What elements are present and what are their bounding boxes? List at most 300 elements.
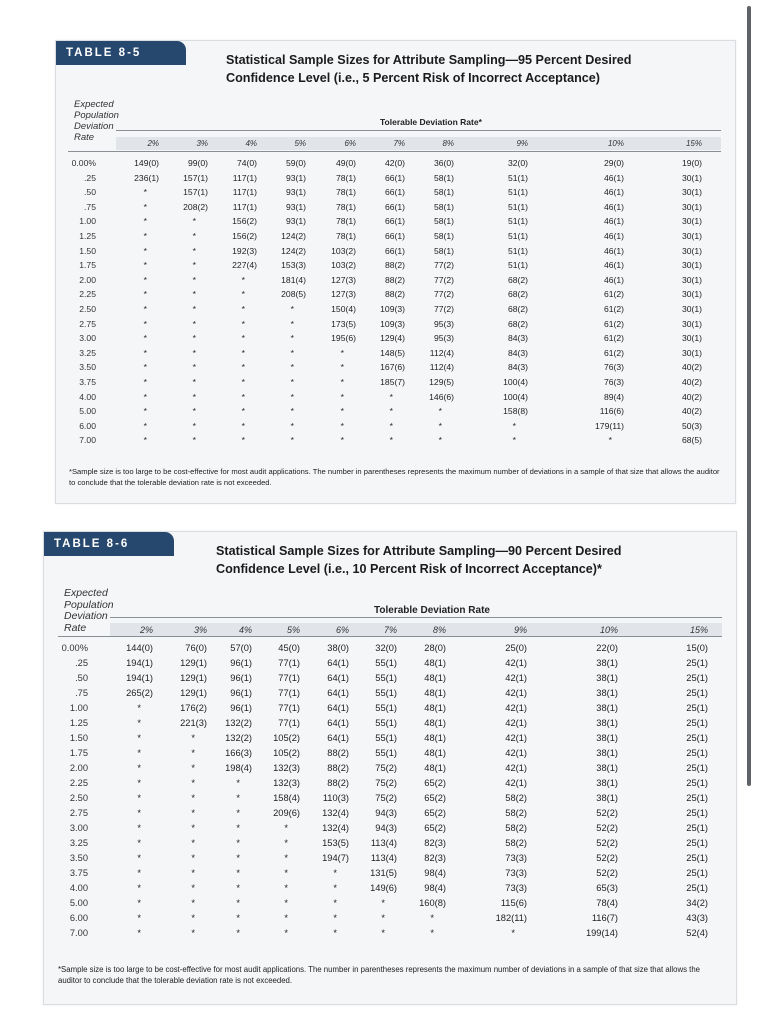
row-rate-label: 3.50 bbox=[79, 362, 96, 373]
sample-size-cell: 55(1) bbox=[375, 673, 397, 683]
sample-size-cell: * bbox=[290, 420, 294, 431]
sample-size-cell: 48(1) bbox=[424, 688, 446, 698]
sample-size-cell: 55(1) bbox=[375, 658, 397, 668]
sample-size-cell: 51(1) bbox=[507, 201, 528, 212]
sample-size-cell: 55(1) bbox=[375, 688, 397, 698]
sample-size-cell: * bbox=[236, 808, 240, 818]
sample-size-cell: * bbox=[290, 435, 294, 446]
header-divider bbox=[58, 636, 722, 637]
sample-size-cell: * bbox=[389, 406, 393, 417]
row-rate-label: 3.25 bbox=[69, 838, 88, 848]
row-rate-label: .75 bbox=[84, 201, 96, 212]
row-rate-label: 1.00 bbox=[79, 216, 96, 227]
sample-size-cell: * bbox=[143, 187, 147, 198]
sample-size-cell: 38(1) bbox=[596, 748, 618, 758]
sample-size-cell: * bbox=[333, 883, 337, 893]
table-title bbox=[216, 542, 621, 578]
sample-size-cell: 93(1) bbox=[285, 172, 306, 183]
sample-size-cell: 58(1) bbox=[433, 216, 454, 227]
sample-size-cell: 30(1) bbox=[681, 304, 702, 314]
table-title-line-2: Confidence Level (i.e., 5 Percent Risk of Incorrect Acceptance) bbox=[226, 71, 600, 85]
row-rate-label: 0.00% bbox=[71, 158, 96, 168]
sample-size-cell: * bbox=[137, 928, 141, 938]
sample-size-cell: 112(4) bbox=[429, 347, 454, 358]
rate-column-header: 2% bbox=[139, 625, 153, 635]
sample-size-cell: 77(2) bbox=[433, 274, 454, 285]
sample-size-cell: * bbox=[389, 420, 393, 431]
sample-size-cell: * bbox=[290, 377, 294, 387]
sample-size-cell: * bbox=[191, 898, 195, 908]
row-rate-label: 4.00 bbox=[79, 391, 96, 402]
sample-size-cell: * bbox=[191, 808, 195, 818]
table-tag: TABLE 8-6 bbox=[44, 532, 174, 556]
rate-column-header: 6% bbox=[335, 625, 349, 635]
header-divider bbox=[110, 617, 722, 618]
row-rate-label: .75 bbox=[75, 688, 88, 698]
sample-size-cell: 40(2) bbox=[681, 377, 702, 387]
sample-size-cell: * bbox=[333, 928, 337, 938]
sample-size-cell: 132(4) bbox=[322, 823, 349, 833]
sample-size-cell: * bbox=[143, 377, 147, 387]
sample-size-cell: 55(1) bbox=[375, 703, 397, 713]
sample-size-cell: 93(1) bbox=[285, 187, 306, 198]
sample-size-cell: 25(1) bbox=[686, 658, 708, 668]
sample-size-cell: 75(2) bbox=[375, 778, 397, 788]
sample-size-cell: 30(1) bbox=[681, 216, 702, 227]
sample-size-cell: 46(1) bbox=[603, 216, 624, 227]
sample-size-cell: 22(0) bbox=[596, 643, 618, 653]
sample-size-cell: 116(6) bbox=[599, 406, 624, 417]
sample-size-cell: 58(2) bbox=[505, 823, 527, 833]
sample-size-cell: * bbox=[438, 420, 442, 431]
sample-size-cell: * bbox=[137, 793, 141, 803]
sample-size-cell: 76(3) bbox=[603, 377, 624, 387]
sample-size-cell: 84(3) bbox=[507, 362, 528, 373]
sample-size-cell: 55(1) bbox=[375, 733, 397, 743]
vertical-scrollbar[interactable] bbox=[747, 6, 751, 786]
sample-size-cell: 51(1) bbox=[507, 216, 528, 227]
sample-size-cell: 42(1) bbox=[505, 763, 527, 773]
sample-size-cell: 132(2) bbox=[225, 733, 252, 743]
sample-size-cell: * bbox=[236, 913, 240, 923]
row-rate-label: 0.00% bbox=[61, 643, 88, 653]
row-rate-label: 2.75 bbox=[69, 808, 88, 818]
sample-size-cell: 109(3) bbox=[380, 304, 405, 314]
sample-size-cell: 99(0) bbox=[187, 158, 208, 168]
sample-size-cell: * bbox=[290, 347, 294, 358]
sample-size-cell: * bbox=[191, 733, 195, 743]
sample-size-cell: * bbox=[389, 391, 393, 402]
sample-size-cell: 48(1) bbox=[424, 673, 446, 683]
sample-size-cell: * bbox=[290, 391, 294, 402]
sample-size-cell: 32(0) bbox=[375, 643, 397, 653]
table-title-line-1: Statistical Sample Sizes for Attribute Sampling—90 Percent Desired bbox=[216, 544, 622, 558]
header-divider bbox=[68, 151, 721, 152]
sample-size-cell: * bbox=[333, 898, 337, 908]
sample-size-cell: * bbox=[137, 808, 141, 818]
sample-size-cell: 25(1) bbox=[686, 748, 708, 758]
sample-size-cell: 117(1) bbox=[232, 201, 257, 212]
sample-size-cell: 82(3) bbox=[424, 838, 446, 848]
sample-size-cell: 51(1) bbox=[507, 187, 528, 198]
sample-size-cell: 45(0) bbox=[278, 643, 300, 653]
sample-size-cell: 88(2) bbox=[327, 748, 349, 758]
sample-size-cell: * bbox=[241, 391, 245, 402]
sample-size-cell: * bbox=[137, 838, 141, 848]
sample-size-cell: * bbox=[236, 823, 240, 833]
sample-size-cell: * bbox=[290, 362, 294, 373]
sample-size-cell: * bbox=[143, 318, 147, 329]
sample-size-cell: 68(5) bbox=[681, 435, 702, 446]
sample-size-cell: 182(11) bbox=[495, 913, 527, 923]
sample-size-cell: 88(2) bbox=[327, 763, 349, 773]
sample-size-cell: 25(1) bbox=[686, 703, 708, 713]
sample-size-cell: 124(2) bbox=[281, 231, 306, 241]
sample-size-cell: 160(8) bbox=[419, 898, 446, 908]
rate-column-header: 10% bbox=[599, 625, 618, 635]
sample-size-cell: 25(1) bbox=[686, 673, 708, 683]
sample-size-cell: 185(7) bbox=[380, 377, 405, 387]
sample-size-cell: 88(2) bbox=[384, 289, 405, 300]
sample-size-cell: * bbox=[137, 868, 141, 878]
row-rate-label: 3.00 bbox=[79, 333, 96, 344]
sample-size-cell: 42(1) bbox=[505, 658, 527, 668]
sample-size-cell: 42(1) bbox=[505, 718, 527, 728]
sample-size-cell: * bbox=[137, 703, 141, 713]
sample-size-cell: 52(2) bbox=[596, 868, 618, 878]
sample-size-cell: 58(1) bbox=[433, 245, 454, 256]
sample-size-cell: 34(2) bbox=[686, 898, 708, 908]
sample-size-cell: 38(1) bbox=[596, 673, 618, 683]
sample-size-cell: 25(1) bbox=[686, 883, 708, 893]
sample-size-cell: 236(1) bbox=[134, 172, 159, 183]
sample-size-cell: * bbox=[236, 928, 240, 938]
rate-column-header: 2% bbox=[147, 139, 159, 148]
sample-size-cell: * bbox=[236, 778, 240, 788]
row-rate-label: .50 bbox=[84, 187, 96, 198]
sample-size-cell: * bbox=[290, 304, 294, 314]
sample-size-cell: 95(3) bbox=[433, 333, 454, 344]
sample-size-cell: * bbox=[290, 318, 294, 329]
sample-size-cell: 51(1) bbox=[507, 231, 528, 241]
sample-size-cell: 132(3) bbox=[273, 763, 300, 773]
sample-size-cell: 46(1) bbox=[603, 260, 624, 271]
sample-size-cell: 58(2) bbox=[505, 838, 527, 848]
sample-size-cell: 158(4) bbox=[273, 793, 300, 803]
sample-size-cell: * bbox=[340, 420, 344, 431]
sample-size-cell: 96(1) bbox=[230, 673, 252, 683]
sample-size-cell: 51(1) bbox=[507, 172, 528, 183]
sample-size-cell: 181(4) bbox=[281, 274, 306, 285]
sample-size-cell: * bbox=[333, 913, 337, 923]
sample-size-cell: 76(0) bbox=[185, 643, 207, 653]
sample-size-cell: 25(1) bbox=[686, 808, 708, 818]
sample-size-cell: 66(1) bbox=[384, 201, 405, 212]
sample-size-cell: 77(2) bbox=[433, 304, 454, 314]
sample-size-cell: 58(1) bbox=[433, 187, 454, 198]
sample-size-cell: 30(1) bbox=[681, 201, 702, 212]
sample-size-cell: 198(4) bbox=[225, 763, 252, 773]
sample-size-cell: * bbox=[143, 347, 147, 358]
sample-size-cell: * bbox=[192, 406, 196, 417]
sample-size-cell: * bbox=[143, 406, 147, 417]
rate-column-header: 10% bbox=[607, 139, 624, 148]
sample-size-cell: 40(2) bbox=[681, 362, 702, 373]
sample-size-cell: 38(0) bbox=[327, 643, 349, 653]
sample-size-cell: * bbox=[340, 362, 344, 373]
sample-size-cell: 52(2) bbox=[596, 853, 618, 863]
sample-size-cell: * bbox=[192, 304, 196, 314]
sample-size-cell: 194(1) bbox=[126, 673, 153, 683]
sample-size-cell: 195(6) bbox=[331, 333, 356, 344]
sample-size-cell: 61(2) bbox=[603, 347, 624, 358]
sample-size-cell: * bbox=[191, 868, 195, 878]
sample-size-cell: 42(0) bbox=[384, 158, 405, 168]
sample-size-cell: 65(2) bbox=[424, 793, 446, 803]
sample-size-cell: 75(2) bbox=[375, 793, 397, 803]
sample-size-cell: * bbox=[290, 406, 294, 417]
sample-size-cell: 66(1) bbox=[384, 231, 405, 241]
sample-size-cell: 73(3) bbox=[505, 868, 527, 878]
rate-column-header: 3% bbox=[193, 625, 207, 635]
sample-size-cell: * bbox=[192, 274, 196, 285]
sample-size-cell: * bbox=[191, 778, 195, 788]
sample-size-cell: 57(0) bbox=[230, 643, 252, 653]
sample-size-cell: 156(2) bbox=[232, 216, 257, 227]
sample-size-cell: 77(1) bbox=[278, 688, 300, 698]
sample-size-cell: 78(1) bbox=[335, 172, 356, 183]
sample-size-cell: * bbox=[511, 928, 515, 938]
sample-size-cell: 65(3) bbox=[596, 883, 618, 893]
sample-size-cell: * bbox=[192, 216, 196, 227]
sample-size-cell: 38(1) bbox=[596, 778, 618, 788]
rate-column-header: 3% bbox=[196, 139, 208, 148]
row-rate-label: 2.00 bbox=[69, 763, 88, 773]
row-rate-label: 2.25 bbox=[69, 778, 88, 788]
sample-size-cell: 75(2) bbox=[375, 763, 397, 773]
sample-size-cell: 105(2) bbox=[273, 748, 300, 758]
sample-size-cell: 192(3) bbox=[232, 245, 257, 256]
sample-size-cell: 58(1) bbox=[433, 201, 454, 212]
header-divider bbox=[116, 130, 721, 131]
sample-size-cell: 156(2) bbox=[232, 231, 257, 241]
rate-column-header: 8% bbox=[442, 139, 454, 148]
sample-size-cell: 84(3) bbox=[507, 333, 528, 344]
sample-size-cell: * bbox=[241, 362, 245, 373]
sample-size-cell: 199(14) bbox=[585, 928, 618, 938]
sample-size-cell: 94(3) bbox=[375, 808, 397, 818]
row-rate-label: .50 bbox=[75, 673, 88, 683]
sample-size-cell: 149(0) bbox=[134, 158, 159, 168]
sample-size-cell: 157(1) bbox=[183, 187, 208, 198]
sample-size-cell: 78(1) bbox=[335, 216, 356, 227]
sample-size-cell: 65(2) bbox=[424, 778, 446, 788]
sample-size-cell: 42(1) bbox=[505, 733, 527, 743]
sample-size-cell: * bbox=[333, 868, 337, 878]
sample-size-cell: * bbox=[192, 347, 196, 358]
sample-size-cell: 129(5) bbox=[429, 377, 454, 387]
table-8-5-panel bbox=[55, 40, 736, 504]
sample-size-cell: 32(0) bbox=[507, 158, 528, 168]
row-rate-label: 2.75 bbox=[79, 318, 96, 329]
epd-line: Population bbox=[64, 598, 114, 611]
sample-size-cell: 48(1) bbox=[424, 718, 446, 728]
sample-size-cell: * bbox=[192, 420, 196, 431]
sample-size-cell: 84(3) bbox=[507, 347, 528, 358]
sample-size-cell: 28(0) bbox=[424, 643, 446, 653]
row-rate-label: 3.75 bbox=[79, 377, 96, 387]
sample-size-cell: * bbox=[381, 913, 385, 923]
sample-size-cell: 52(2) bbox=[596, 823, 618, 833]
sample-size-cell: 46(1) bbox=[603, 274, 624, 285]
sample-size-cell: 68(2) bbox=[507, 318, 528, 329]
sample-size-cell: 36(0) bbox=[433, 158, 454, 168]
sample-size-cell: 25(1) bbox=[686, 778, 708, 788]
sample-size-cell: 221(3) bbox=[180, 718, 207, 728]
sample-size-cell: 129(1) bbox=[180, 673, 207, 683]
sample-size-cell: 194(1) bbox=[126, 658, 153, 668]
sample-size-cell: * bbox=[389, 435, 393, 446]
sample-size-cell: * bbox=[241, 304, 245, 314]
sample-size-cell: 58(2) bbox=[505, 808, 527, 818]
sample-size-cell: 51(1) bbox=[507, 245, 528, 256]
row-rate-label: 4.00 bbox=[69, 883, 88, 893]
table-title-line-1: Statistical Sample Sizes for Attribute Sampling—95 Percent Desired bbox=[226, 53, 632, 67]
expected-population-deviation-rate-label bbox=[74, 99, 119, 143]
sample-size-cell: 29(0) bbox=[603, 158, 624, 168]
sample-size-cell: 42(1) bbox=[505, 673, 527, 683]
sample-size-cell: * bbox=[191, 748, 195, 758]
sample-size-cell: 64(1) bbox=[327, 703, 349, 713]
sample-size-cell: 48(1) bbox=[424, 733, 446, 743]
row-rate-label: 1.00 bbox=[69, 703, 88, 713]
sample-size-cell: * bbox=[284, 898, 288, 908]
table-8-6-panel bbox=[43, 531, 737, 1005]
sample-size-cell: 66(1) bbox=[384, 216, 405, 227]
row-rate-label: 1.50 bbox=[79, 245, 96, 256]
sample-size-cell: 46(1) bbox=[603, 245, 624, 256]
sample-size-cell: * bbox=[192, 391, 196, 402]
sample-size-cell: * bbox=[191, 763, 195, 773]
sample-size-cell: 42(1) bbox=[505, 688, 527, 698]
sample-size-cell: 209(6) bbox=[273, 808, 300, 818]
sample-size-cell: 30(1) bbox=[681, 289, 702, 300]
sample-size-cell: 148(5) bbox=[380, 347, 405, 358]
sample-size-cell: 96(1) bbox=[230, 703, 252, 713]
sample-size-cell: * bbox=[284, 853, 288, 863]
sample-size-cell: * bbox=[191, 913, 195, 923]
sample-size-cell: 66(1) bbox=[384, 245, 405, 256]
sample-size-cell: 64(1) bbox=[327, 688, 349, 698]
row-rate-label: 1.25 bbox=[69, 718, 88, 728]
sample-size-cell: 61(2) bbox=[603, 304, 624, 314]
row-rate-label: 1.50 bbox=[69, 733, 88, 743]
sample-size-cell: 46(1) bbox=[603, 231, 624, 241]
sample-size-cell: 19(0) bbox=[681, 158, 702, 168]
sample-size-cell: 30(1) bbox=[681, 231, 702, 241]
sample-size-cell: 25(1) bbox=[686, 853, 708, 863]
sample-size-cell: * bbox=[137, 763, 141, 773]
sample-size-cell: * bbox=[137, 733, 141, 743]
sample-size-cell: * bbox=[143, 216, 147, 227]
sample-size-cell: * bbox=[143, 391, 147, 402]
sample-size-cell: 65(2) bbox=[424, 823, 446, 833]
sample-size-cell: 78(1) bbox=[335, 187, 356, 198]
epd-line: Rate bbox=[64, 621, 87, 634]
sample-size-cell: 127(3) bbox=[331, 274, 356, 285]
sample-size-cell: * bbox=[381, 898, 385, 908]
sample-size-cell: 96(1) bbox=[230, 688, 252, 698]
sample-size-cell: 68(2) bbox=[507, 289, 528, 300]
sample-size-cell: 176(2) bbox=[180, 703, 207, 713]
sample-size-cell: 77(1) bbox=[278, 718, 300, 728]
sample-size-cell: * bbox=[191, 823, 195, 833]
sample-size-cell: 82(3) bbox=[424, 853, 446, 863]
sample-size-cell: * bbox=[241, 435, 245, 446]
sample-size-cell: 25(1) bbox=[686, 718, 708, 728]
sample-size-cell: 61(2) bbox=[603, 318, 624, 329]
sample-size-cell: 179(11) bbox=[595, 420, 624, 431]
sample-size-cell: 115(6) bbox=[500, 898, 527, 908]
sample-size-cell: 113(4) bbox=[370, 853, 397, 863]
sample-size-cell: 30(1) bbox=[681, 187, 702, 198]
sample-size-cell: * bbox=[284, 868, 288, 878]
table-tag: TABLE 8-5 bbox=[56, 41, 186, 65]
sample-size-cell: * bbox=[241, 420, 245, 431]
sample-size-cell: * bbox=[143, 435, 147, 446]
sample-size-cell: 52(4) bbox=[686, 928, 708, 938]
sample-size-cell: * bbox=[143, 201, 147, 212]
sample-size-cell: * bbox=[340, 391, 344, 402]
sample-size-cell: 38(1) bbox=[596, 703, 618, 713]
sample-size-cell: 46(1) bbox=[603, 187, 624, 198]
table-footnote: *Sample size is too large to be cost-effective for most audit applications. The number in parentheses represents the maximum number of deviations in a sample of that size that allows the auditor to conclude that the tolerable deviation rate is not exceeded. bbox=[69, 467, 720, 487]
sample-size-cell: 48(1) bbox=[424, 763, 446, 773]
sample-size-cell: 25(1) bbox=[686, 823, 708, 833]
rate-column-header: 5% bbox=[286, 625, 300, 635]
sample-size-cell: 100(4) bbox=[503, 377, 528, 387]
sample-size-cell: * bbox=[137, 853, 141, 863]
sample-size-cell: * bbox=[137, 883, 141, 893]
sample-size-cell: * bbox=[236, 853, 240, 863]
sample-size-cell: * bbox=[143, 289, 147, 300]
sample-size-cell: 15(0) bbox=[686, 643, 708, 653]
row-rate-label: 5.00 bbox=[79, 406, 96, 417]
sample-size-cell: 93(1) bbox=[285, 216, 306, 227]
sample-size-cell: 46(1) bbox=[603, 172, 624, 183]
sample-size-cell: 25(1) bbox=[686, 733, 708, 743]
row-rate-label: 7.00 bbox=[79, 435, 96, 446]
row-rate-label: 2.50 bbox=[79, 304, 96, 314]
row-rate-label: 1.25 bbox=[79, 231, 96, 241]
sample-size-cell: 50(3) bbox=[681, 420, 702, 431]
sample-size-cell: * bbox=[137, 898, 141, 908]
row-rate-label: .25 bbox=[84, 172, 96, 183]
sample-size-cell: 77(1) bbox=[278, 658, 300, 668]
sample-size-cell: * bbox=[241, 333, 245, 344]
sample-size-cell: 112(4) bbox=[429, 362, 454, 373]
sample-size-cell: 127(3) bbox=[331, 289, 356, 300]
sample-size-cell: 194(7) bbox=[322, 853, 349, 863]
sample-size-cell: * bbox=[143, 245, 147, 256]
sample-size-cell: * bbox=[137, 718, 141, 728]
sample-size-cell: * bbox=[241, 318, 245, 329]
sample-size-cell: 124(2) bbox=[281, 245, 306, 256]
sample-size-cell: * bbox=[241, 274, 245, 285]
rate-column-header: 6% bbox=[344, 139, 356, 148]
sample-size-cell: 208(2) bbox=[183, 201, 208, 212]
sample-size-cell: 30(1) bbox=[681, 274, 702, 285]
